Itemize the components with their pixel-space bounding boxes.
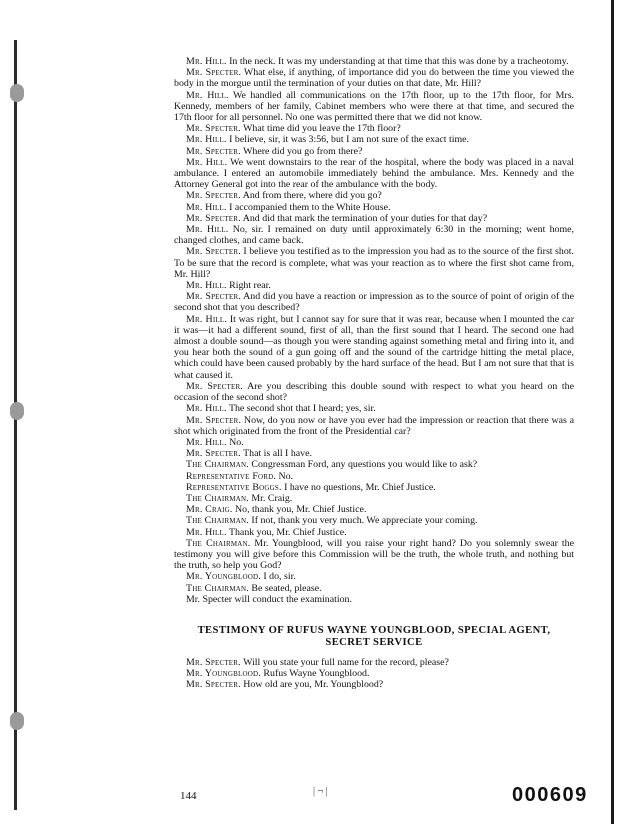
speaker-name: Mr. Hill.: [186, 89, 229, 101]
speaker-name: Mr. Specter.: [186, 380, 243, 392]
speaker-name: Mr. Hill.: [186, 56, 227, 67]
testimony-paragraph: [174, 381, 574, 403]
speaker-name: Mr. Hill.: [186, 280, 227, 292]
speaker-name: Mr. Specter.: [186, 679, 241, 691]
paragraph-text: No.: [226, 436, 244, 448]
paragraph-text: Mr. Specter will conduct the examination.: [186, 593, 352, 605]
testimony-paragraph: [174, 190, 574, 201]
paragraph-text: Right rear.: [226, 280, 271, 292]
testimony-paragraph: [174, 202, 574, 213]
paragraphs-after-heading: [174, 657, 574, 691]
paragraph-text: What else, if anything, of importance did you do between the time you viewed the body in the morgue until the termination of your duties on that date, Mr. Hill?: [174, 67, 574, 90]
speaker-name: The Chairman.: [186, 582, 249, 594]
heading-line-1: TESTIMONY OF RUFUS WAYNE YOUNGBLOOD, SPECIAL AGENT,: [197, 624, 551, 636]
testimony-paragraph: [174, 571, 574, 582]
page-number: 144: [180, 790, 197, 802]
paragraph-text: In the neck. It was my understanding at that time that this was done by a tracheotomy.: [226, 56, 569, 67]
testimony-paragraph: [174, 415, 574, 437]
testimony-paragraph: [174, 527, 574, 538]
speaker-name: Representative Boggs.: [186, 481, 282, 493]
binding-edge: [14, 40, 17, 810]
testimony-paragraph: [174, 437, 574, 448]
testimony-paragraph: [174, 493, 574, 504]
speaker-name: Mr. Hill.: [186, 224, 229, 236]
speaker-name: Mr. Specter.: [186, 212, 241, 224]
paragraph-text: Mr. Craig.: [248, 492, 293, 504]
testimony-paragraph: [174, 246, 574, 280]
paragraph-text: Congressman Ford, any questions you would like to ask?: [248, 459, 478, 471]
paragraph-text: It was right, but I cannot say for sure that it was rear, because when I mounted the car it was—it had a different sound, first of all, than the first sound that I heard. The second one had almost a double sound—as though you were standing against something metal and firing into it, and you hear both the sound of a gun going off and the sound of the cartridge hitting the metal place, which could have been caused probably by the hard surface of the head. But I am not sure that that is what caused it.: [174, 313, 574, 381]
testimony-paragraph: [174, 291, 574, 313]
testimony-paragraph: [174, 146, 574, 157]
speaker-name: The Chairman.: [186, 492, 249, 504]
paragraph-text: The second shot that I heard; yes, sir.: [226, 403, 376, 415]
testimony-paragraph: [174, 515, 574, 526]
paragraph-text: Are you describing this double sound with respect to what you heard on the occasion of the second shot?: [174, 380, 574, 404]
speaker-name: Mr. Hill.: [186, 313, 228, 325]
punch-hole: [10, 402, 24, 420]
testimony-paragraph: [174, 679, 574, 690]
speaker-name: Mr. Specter.: [186, 190, 241, 202]
speaker-name: Mr. Hill.: [186, 403, 227, 415]
paragraph-text: Mr. Youngblood, will you raise your right hand? Do you solemnly swear the testimony you will give before this Commission will be the truth, the whole truth, and nothing but the truth, so help you God?: [174, 537, 574, 572]
paragraph-text: If not, thank you very much. We appreciate your coming.: [248, 515, 478, 527]
document-number: 000609: [512, 784, 588, 806]
speaker-name: Mr. Specter.: [186, 246, 241, 258]
speaker-name: Mr. Youngblood.: [186, 668, 261, 680]
paragraph-text: No, thank you, Mr. Chief Justice.: [232, 504, 367, 516]
testimony-paragraph: [174, 459, 574, 470]
paragraph-text: No.: [276, 470, 294, 482]
paragraph-text: Thank you, Mr. Chief Justice.: [226, 526, 347, 538]
testimony-paragraph: [174, 448, 574, 459]
paragraph-text: How old are you, Mr. Youngblood?: [240, 679, 384, 691]
testimony-paragraph: [174, 657, 574, 668]
punch-hole: [10, 84, 24, 102]
paragraph-text: And did that mark the termination of your duties for that day?: [240, 212, 488, 224]
speaker-name: Mr. Specter.: [186, 123, 241, 135]
testimony-paragraph: [174, 314, 574, 381]
paragraph-text: Rufus Wayne Youngblood.: [260, 668, 370, 680]
paragraph-text: Where did you go from there?: [240, 145, 363, 157]
speaker-name: Representative Ford.: [186, 470, 277, 482]
footer-mark: | ¬ |: [313, 786, 328, 797]
paragraph-text: Be seated, please.: [248, 582, 322, 594]
testimony-paragraph: [174, 67, 574, 89]
heading-line-2: SECRET SERVICE: [325, 636, 423, 648]
paragraph-text: Will you state your full name for the record, please?: [240, 656, 449, 668]
paragraph-text: I believe, sir, it was 3:56, but I am not sure of the exact time.: [226, 134, 469, 146]
paragraph-text: No, sir. I remained on duty until approximately 6:30 in the morning; went home, changed clothes, and came back.: [174, 224, 574, 247]
testimony-paragraph: [174, 56, 574, 67]
paragraph-text: I have no questions, Mr. Chief Justice.: [281, 481, 436, 493]
speaker-name: Mr. Specter.: [186, 291, 242, 303]
paragraph-text: I believe you testified as to the impression you had as to the source of the first shot. To be sure that the record is complete, what was your reaction as to where the first shot came from, Mr. Hill?: [174, 246, 574, 280]
speaker-name: The Chairman.: [186, 537, 251, 549]
paragraph-text: What time did you leave the 17th floor?: [240, 123, 401, 135]
testimony-paragraph: [174, 403, 574, 414]
speaker-name: Mr. Specter.: [186, 448, 241, 460]
paragraph-text: We went downstairs to the rear of the hospital, where the body was placed in a naval ambulance. I entered an automobile immediately behind the ambulance. Mrs. Kennedy and the Attorney General got into the rear of the ambulance with the body.: [174, 156, 574, 191]
speaker-name: Mr. Hill.: [186, 134, 227, 146]
speaker-name: Mr. Hill.: [186, 156, 228, 168]
testimony-paragraph: [174, 280, 574, 291]
testimony-paragraph: [174, 90, 574, 124]
speaker-name: Mr. Specter.: [186, 656, 241, 668]
testimony-paragraph: [174, 471, 574, 482]
testimony-paragraph: [174, 134, 574, 145]
speaker-name: The Chairman.: [186, 459, 249, 471]
paragraph-text: And did you have a reaction or impression as to the source of point of origin of the second shot that you described?: [174, 291, 574, 314]
testimony-paragraph: [174, 594, 574, 605]
paragraph-text: Now, do you now or have you ever had the impression or reaction that there was a shot which originated from the front of the Presidential car?: [174, 414, 574, 437]
testimony-paragraph: [174, 583, 574, 594]
testimony-paragraph: [174, 504, 574, 515]
punch-hole: [10, 712, 24, 730]
testimony-paragraph: [174, 482, 574, 493]
testimony-text: [174, 56, 574, 691]
testimony-paragraph: [174, 224, 574, 246]
paragraph-text: I accompanied them to the White House.: [226, 201, 391, 213]
testimony-heading: [174, 625, 574, 649]
speaker-name: Mr. Specter.: [186, 414, 242, 426]
paragraph-text: I do, sir.: [260, 571, 296, 583]
testimony-paragraph: [174, 538, 574, 572]
paragraph-text: We handled all communications on the 17th floor, up to the 17th floor, for Mrs. Kennedy, members of her family, Cabinet members who were there at that time, and secured the 17th floor for all personnel. No one was permitted there that we did not know.: [174, 89, 575, 124]
testimony-paragraph: [174, 213, 574, 224]
testimony-paragraph: [174, 157, 574, 191]
speaker-name: Mr. Specter.: [186, 145, 241, 157]
speaker-name: Mr. Hill.: [186, 201, 227, 213]
paragraphs-before-heading: [174, 56, 574, 605]
testimony-paragraph: [174, 123, 574, 134]
speaker-name: Mr. Specter.: [186, 67, 242, 79]
paragraph-text: That is all I have.: [240, 448, 312, 460]
paragraph-text: And from there, where did you go?: [240, 190, 382, 202]
speaker-name: The Chairman.: [186, 515, 249, 527]
speaker-name: Mr. Hill.: [186, 436, 227, 448]
speaker-name: Mr. Craig.: [186, 504, 233, 516]
scan-edge: [611, 0, 614, 824]
speaker-name: Mr. Youngblood.: [186, 571, 261, 583]
testimony-paragraph: [174, 668, 574, 679]
speaker-name: Mr. Hill.: [186, 526, 227, 538]
